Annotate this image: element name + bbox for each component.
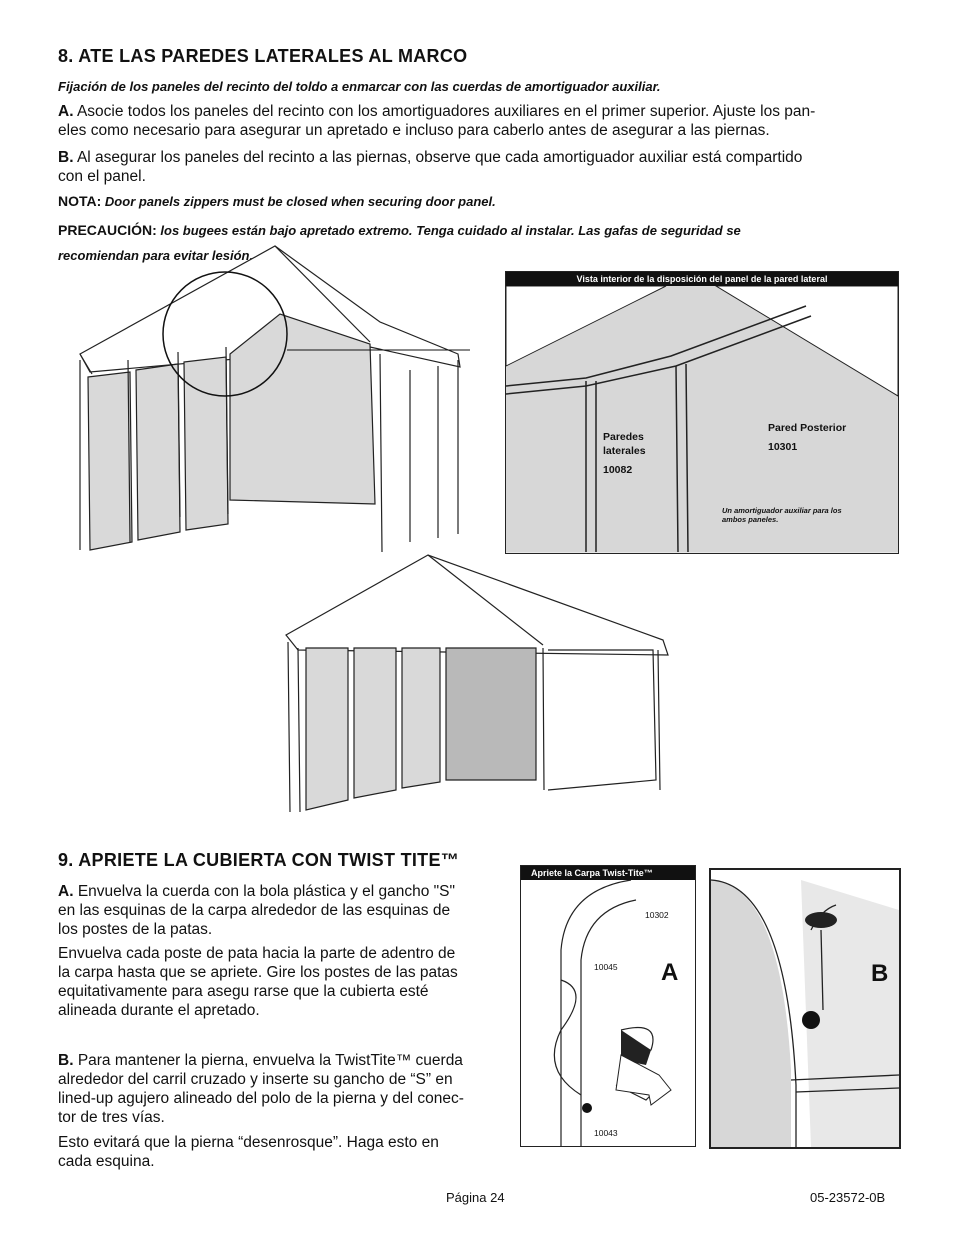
section-9-title: 9. APRIETE LA CUBIERTA CON TWIST TITE™ [58,850,460,870]
step-8a [58,102,908,140]
document-number: 05-23572-0B [810,1190,886,1205]
part-number: 10082 [603,464,633,476]
step-text: Asocie todos los paneles del recinto con los amortiguadores auxiliares en el primer superior. Ajuste los pan- [76,103,816,120]
step-text: Esto evitará que la pierna “desenrosque”. Haga esto en [58,1134,439,1151]
note-label: NOTA: [58,193,102,209]
step-text: tor de tres vías. [58,1109,165,1126]
corner-detail-illustration [711,870,899,1147]
note [58,193,496,209]
step-text: en las esquinas de la carpa alrededor de las esquinas de [58,902,451,919]
part-number: 10302 [645,910,669,920]
caution-text: los bugees están bajo apretado extremo. Tenga cuidado al instalar. Las gafas de seguridad se [160,223,741,238]
caution-text: recomiendan para evitar lesión. [58,248,254,263]
label-back-wall [768,421,846,454]
step-text: lined-up agujero alineado del polo de la pierna y del conec- [58,1090,464,1107]
step-text: los postes de la patas. [58,921,213,938]
step-text: cada esquina. [58,1153,155,1170]
step-text: alineada durante el apretado. [58,1002,260,1019]
label-line: laterales [603,445,646,457]
part-number: 10043 [594,1128,618,1138]
step-label: A. [58,103,74,120]
note-text: Door panels zippers must be closed when securing door panel. [104,194,496,209]
step-9b [58,1051,508,1127]
twist-tite-figure-a [520,865,696,1147]
step-text: la carpa hasta que se apriete. Gire los postes de las patas [58,964,458,981]
detail-figure-header: Vista interior de la disposición del panel de la pared lateral [506,272,898,286]
twist-figure-header: Apriete la Carpa Twist-Tite™ [521,866,695,880]
step-9a-continued [58,944,508,1020]
step-8b [58,148,908,186]
canopy-closed-illustration [278,550,678,818]
section-8-subtitle: Fijación de los paneles del recinto del toldo a enmarcar con las cuerdas de amortiguador auxiliar. [58,79,661,94]
step-text: Para mantener la pierna, envuelva la TwistTite™ cuerda [77,1052,463,1069]
label-side-walls [603,430,646,477]
canopy-side-walls-illustration [70,242,470,562]
step-label: A. [58,883,74,900]
page-number: Página 24 [446,1190,505,1205]
step-text: Envuelva la cuerda con la bola plástica y el gancho "S" [77,883,456,900]
step-text: equitativamente para asegu rarse que la cubierta esté [58,983,429,1000]
step-label: B. [58,149,74,166]
step-9a [58,882,508,939]
caution-label: PRECAUCIÓN: [58,222,157,238]
figure-letter-b: B [871,960,889,987]
label-line: Paredes [603,431,644,443]
bungee-note [722,506,842,524]
part-number: 10045 [594,962,618,972]
label-line: Pared Posterior [768,422,847,434]
twist-tite-figure-b [709,868,901,1149]
step-9b-continued [58,1133,508,1171]
step-text: Envuelva cada poste de pata hacia la parte de adentro de [58,945,456,962]
step-label: B. [58,1052,74,1069]
section-8-title: 8. ATE LAS PAREDES LATERALES AL MARCO [58,46,468,66]
note-line: Un amortiguador auxiliar para los [722,506,842,515]
note-line: ambos paneles. [722,515,779,524]
step-text: alrededor del carril cruzado y inserte su gancho de “S” en [58,1071,453,1088]
interior-detail-figure [505,271,899,554]
step-text: con el panel. [58,168,146,185]
part-number: 10301 [768,441,798,453]
step-text: eles como necesario para asegurar un apretado e incluso para caberlo antes de asegurar a las piernas. [58,122,770,139]
step-text: Al asegurar los paneles del recinto a las piernas, observe que cada amortiguador auxiliar está compartido [76,149,803,166]
figure-letter-a: A [661,959,679,986]
